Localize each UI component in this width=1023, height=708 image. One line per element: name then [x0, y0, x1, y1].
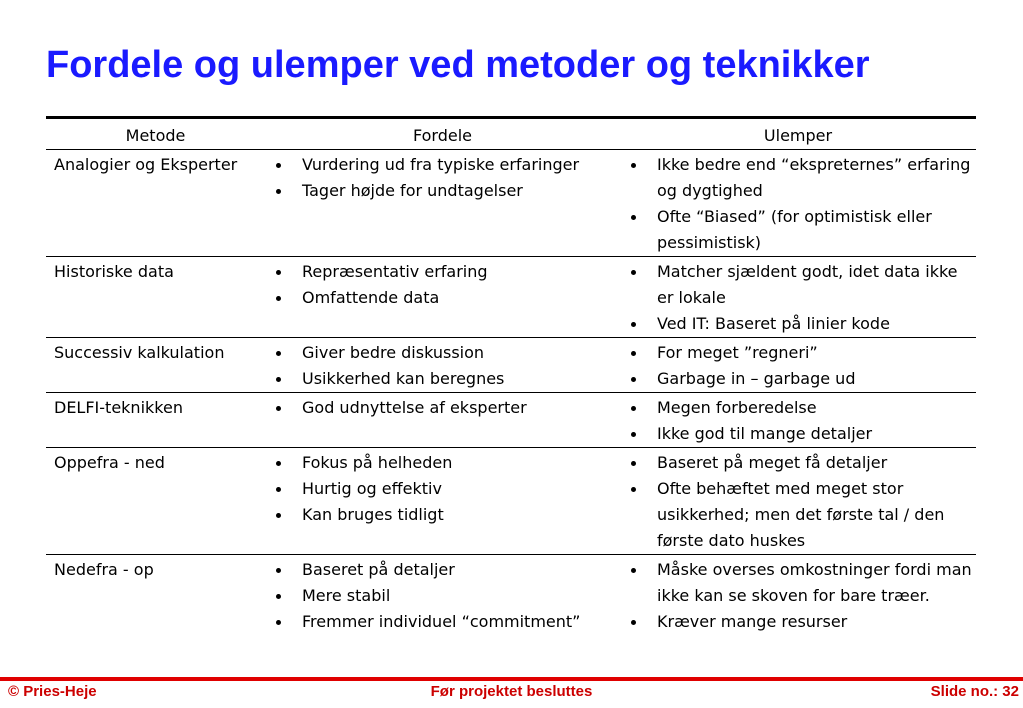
- list-item: [620, 421, 976, 447]
- bullet-icon: [631, 351, 636, 356]
- list-item: [620, 340, 976, 366]
- list-item-text: Tager højde for undtagelser: [302, 181, 523, 200]
- table-row: [46, 338, 976, 393]
- list-item-text: Måske overses omkostninger fordi man ikke kan se skoven for bare træer.: [657, 560, 972, 605]
- ulemper-cell: [620, 257, 976, 338]
- bullet-icon: [276, 351, 281, 356]
- list-item-text: Ikke god til mange detaljer: [657, 424, 873, 443]
- ulemper-list: [620, 557, 976, 635]
- list-item: [620, 476, 976, 554]
- ulemper-cell: [620, 393, 976, 448]
- method-cell: [46, 257, 265, 338]
- ulemper-list: [620, 450, 976, 554]
- bullet-icon: [631, 568, 636, 573]
- bullet-icon: [631, 620, 636, 625]
- header-ulemper: Ulemper: [620, 118, 976, 150]
- list-item-text: Matcher sjældent godt, idet data ikke er lokale: [657, 262, 958, 307]
- list-item-text: Mere stabil: [302, 586, 391, 605]
- bullet-icon: [631, 432, 636, 437]
- list-item: [265, 609, 620, 635]
- list-item-text: Giver bedre diskussion: [302, 343, 485, 362]
- list-item-text: Repræsentativ erfaring: [302, 262, 488, 281]
- fordele-cell: [265, 338, 620, 393]
- list-item: [265, 152, 620, 178]
- methods-table: [46, 116, 976, 635]
- method-name: Nedefra - op: [54, 560, 154, 579]
- method-name: Historiske data: [54, 262, 174, 281]
- table-row: [46, 448, 976, 555]
- list-item: [265, 259, 620, 285]
- fordele-cell: [265, 393, 620, 448]
- list-item: [620, 259, 976, 311]
- list-item-text: Garbage in – garbage ud: [657, 369, 856, 388]
- method-name: Analogier og Eksperter: [54, 155, 238, 174]
- method-cell: [46, 448, 265, 555]
- table-row: [46, 257, 976, 338]
- list-item: [265, 450, 620, 476]
- ulemper-list: [620, 340, 976, 392]
- list-item-text: Usikkerhed kan beregnes: [302, 369, 505, 388]
- method-name: Oppefra - ned: [54, 453, 165, 472]
- bullet-icon: [631, 461, 636, 466]
- bullet-icon: [631, 270, 636, 275]
- ulemper-list: [620, 259, 976, 337]
- fordele-list: [265, 557, 620, 635]
- list-item: [265, 557, 620, 583]
- list-item-text: Ved IT: Baseret på linier kode: [657, 314, 890, 333]
- list-item: [265, 178, 620, 204]
- table-body: [46, 150, 976, 636]
- fordele-list: [265, 152, 620, 204]
- list-item: [620, 450, 976, 476]
- fordele-list: [265, 395, 620, 421]
- method-cell: [46, 150, 265, 257]
- list-item: [265, 583, 620, 609]
- list-item-text: For meget ”regneri”: [657, 343, 818, 362]
- footer-copyright: © Pries-Heje: [8, 683, 97, 700]
- fordele-cell: [265, 150, 620, 257]
- bullet-icon: [276, 296, 281, 301]
- ulemper-cell: [620, 150, 976, 257]
- slide-title: Fordele og ulemper ved metoder og teknikker: [46, 44, 870, 86]
- list-item: [265, 366, 620, 392]
- bullet-icon: [631, 322, 636, 327]
- table-row: [46, 150, 976, 257]
- list-item-text: Baseret på meget få detaljer: [657, 453, 888, 472]
- bullet-icon: [631, 163, 636, 168]
- bullet-icon: [631, 215, 636, 220]
- list-item-text: God udnyttelse af eksperter: [302, 398, 527, 417]
- bullet-icon: [631, 377, 636, 382]
- header-metode: Metode: [46, 118, 265, 150]
- bullet-icon: [276, 189, 281, 194]
- ulemper-cell: [620, 555, 976, 636]
- list-item: [620, 204, 976, 256]
- ulemper-cell: [620, 338, 976, 393]
- bullet-icon: [276, 568, 281, 573]
- list-item-text: Omfattende data: [302, 288, 440, 307]
- list-item: [620, 152, 976, 204]
- bullet-icon: [276, 406, 281, 411]
- ulemper-list: [620, 152, 976, 256]
- bullet-icon: [631, 487, 636, 492]
- list-item-text: Megen forberedelse: [657, 398, 817, 417]
- list-item: [620, 557, 976, 609]
- bullet-icon: [276, 377, 281, 382]
- bullet-icon: [631, 406, 636, 411]
- fordele-cell: [265, 448, 620, 555]
- list-item-text: Ofte behæftet med meget stor usikkerhed; men det første tal / den første dato huskes: [657, 479, 945, 550]
- list-item: [265, 285, 620, 311]
- list-item: [265, 502, 620, 528]
- table-row: [46, 555, 976, 636]
- fordele-cell: [265, 555, 620, 636]
- list-item-text: Kan bruges tidligt: [302, 505, 444, 524]
- fordele-cell: [265, 257, 620, 338]
- fordele-list: [265, 259, 620, 311]
- bullet-icon: [276, 163, 281, 168]
- fordele-list: [265, 340, 620, 392]
- ulemper-cell: [620, 448, 976, 555]
- bullet-icon: [276, 513, 281, 518]
- list-item: [265, 340, 620, 366]
- list-item-text: Ikke bedre end “ekspreternes” erfaring og dygtighed: [657, 155, 971, 200]
- fordele-list: [265, 450, 620, 528]
- list-item-text: Fokus på helheden: [302, 453, 453, 472]
- list-item: [265, 476, 620, 502]
- bullet-icon: [276, 594, 281, 599]
- footer-divider: [0, 677, 1023, 681]
- list-item-text: Hurtig og effektiv: [302, 479, 442, 498]
- bullet-icon: [276, 461, 281, 466]
- list-item: [620, 366, 976, 392]
- bullet-icon: [276, 487, 281, 492]
- bullet-icon: [276, 620, 281, 625]
- slide-number: Slide no.: 32: [930, 683, 1019, 700]
- method-name: Successiv kalkulation: [54, 343, 225, 362]
- list-item-text: Fremmer individuel “commitment”: [302, 612, 581, 631]
- bullet-icon: [276, 270, 281, 275]
- list-item-text: Ofte “Biased” (for optimistisk eller pessimistisk): [657, 207, 932, 252]
- method-cell: [46, 555, 265, 636]
- list-item-text: Vurdering ud fra typiske erfaringer: [302, 155, 580, 174]
- table-row: [46, 393, 976, 448]
- method-cell: [46, 338, 265, 393]
- list-item-text: Kræver mange resurser: [657, 612, 848, 631]
- list-item-text: Baseret på detaljer: [302, 560, 455, 579]
- list-item: [620, 609, 976, 635]
- method-name: DELFI-teknikken: [54, 398, 183, 417]
- ulemper-list: [620, 395, 976, 447]
- footer-title: Før projektet besluttes: [430, 683, 593, 700]
- header-fordele: Fordele: [265, 118, 620, 150]
- list-item: [620, 395, 976, 421]
- list-item: [265, 395, 620, 421]
- list-item: [620, 311, 976, 337]
- table-header-row: [46, 118, 976, 150]
- method-cell: [46, 393, 265, 448]
